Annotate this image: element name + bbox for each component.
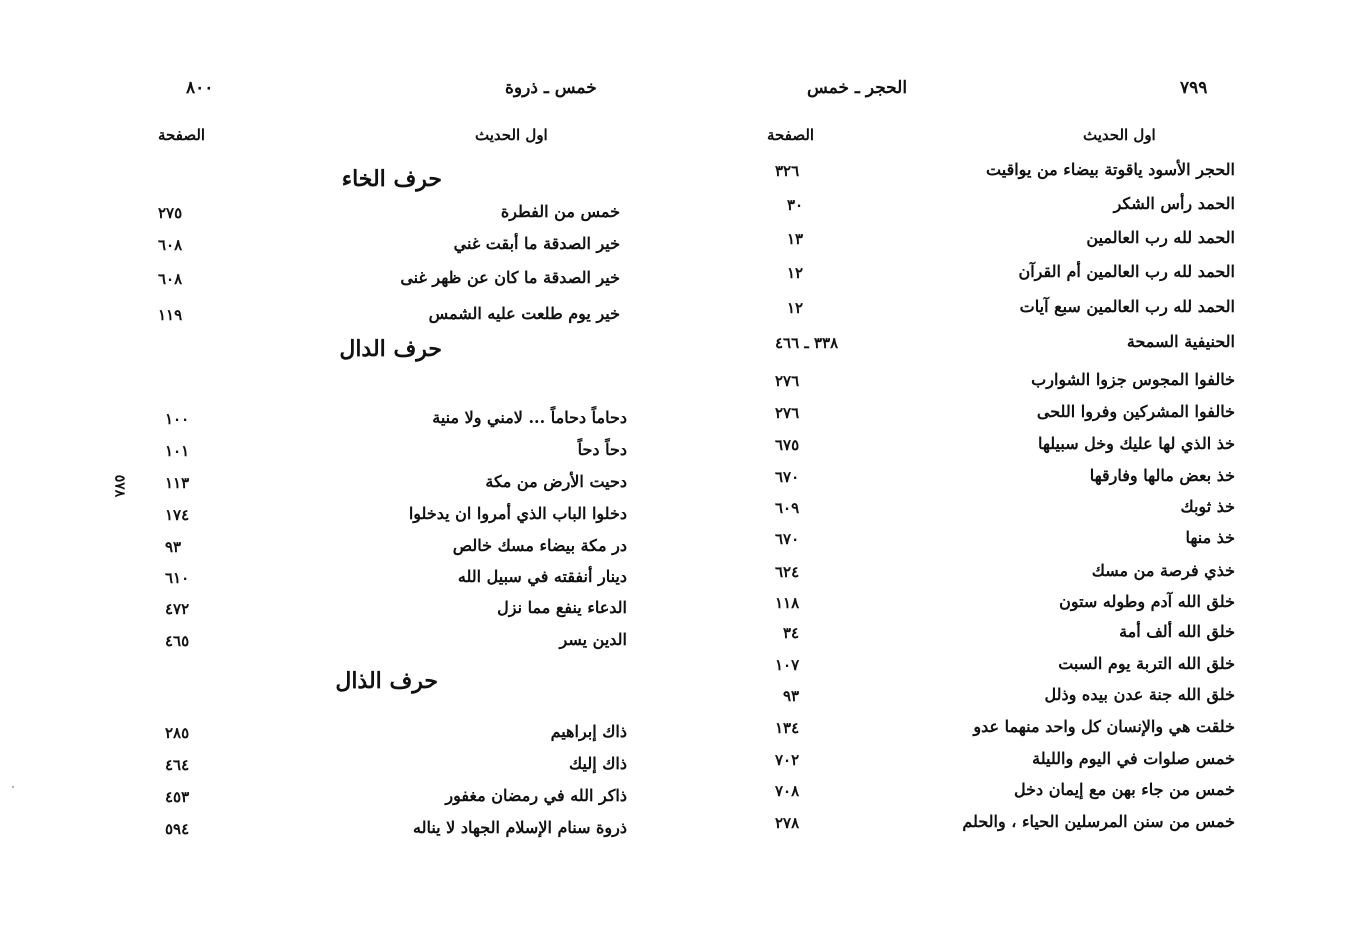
index-entry: الدين يسر <box>559 630 627 649</box>
page-ref: ٦٧٠ <box>775 530 800 548</box>
page-ref: ٩٣ <box>783 687 800 705</box>
index-entry: دخلوا الباب الذي أمروا ان يدخلوا <box>408 504 627 523</box>
section-heading: حرف الخاء <box>341 166 442 192</box>
index-entry: خلق الله جنة عدن بيده وذلل <box>1044 685 1235 704</box>
index-entry: خذ بعض مالها وفارقها <box>1089 466 1235 485</box>
index-entry: خالفوا المجوس جزوا الشوارب <box>1031 370 1235 389</box>
page-ref: ٦٢٤ <box>775 563 800 581</box>
page-ref: ٢٧٨ <box>775 814 800 832</box>
index-entry: خمس صلوات في اليوم والليلة <box>1032 749 1235 768</box>
index-entry: خذي فرصة من مسك <box>1091 561 1235 580</box>
right-page <box>675 0 1350 939</box>
page-ref: ٦٧٥ <box>775 436 800 454</box>
page-ref: ٢٧٦ <box>775 404 800 422</box>
page-ref: ١٧٤ <box>165 506 190 524</box>
index-entry: خالفوا المشركين وفروا اللحى <box>1036 402 1235 421</box>
index-entry: خلق الله التربة يوم السبت <box>1058 654 1235 673</box>
page-ref: ٣٠ <box>787 196 804 214</box>
index-entry: الدعاء ينفع مما نزل <box>497 598 627 617</box>
page-ref: ٢٨٥ <box>165 724 190 742</box>
page-ref: ٦٧٠ <box>775 468 800 486</box>
index-entry: خلق الله ألف أمة <box>1119 622 1235 641</box>
column-header-hadith: اول الحديث <box>475 126 548 144</box>
page-ref: ٧٠٨ <box>775 782 800 800</box>
index-entry: خير الصدقة ما أبقت غني <box>453 234 620 253</box>
index-entry: خلقت هي والإنسان كل واحد منهما عدو <box>973 717 1235 736</box>
page-ref: ٩٣ <box>165 538 182 556</box>
index-entry: دحاماً دحاماً ... لامني ولا منية <box>432 408 627 427</box>
index-entry: خذ الذي لها عليك وخل سبيلها <box>1037 434 1235 453</box>
column-header-page: الصفحة <box>767 126 815 144</box>
index-entry: خمس من جاء بهن مع إيمان دخل <box>1014 780 1235 799</box>
index-entry: الحجر الأسود ياقوتة بيضاء من يواقيت <box>986 160 1235 179</box>
page-ref: ١١٨ <box>775 594 800 612</box>
scan-speck <box>12 786 14 788</box>
running-head: خمس ـ ذروة <box>505 78 597 98</box>
page-ref: ٢٧٦ <box>775 372 800 390</box>
column-header-hadith: اول الحديث <box>1083 126 1156 144</box>
section-heading: حرف الذال <box>335 668 438 694</box>
index-entry: الحنيفية السمحة <box>1126 332 1235 351</box>
page-ref: ٤٦٥ <box>165 632 190 650</box>
page-ref: ٣٤ <box>783 624 800 642</box>
index-entry: ذاك إبراهيم <box>550 722 627 741</box>
page-ref: ٧٠٢ <box>775 751 800 769</box>
side-page-number: ٥٧٨ <box>111 474 128 498</box>
page-ref: ١٣ <box>787 230 804 248</box>
index-entry: خلق الله آدم وطوله ستون <box>1059 592 1235 611</box>
section-heading: حرف الدال <box>339 336 442 362</box>
page-ref: ٦٠٩ <box>775 499 800 517</box>
index-entry: الحمد لله رب العالمين أم القرآن <box>1018 262 1235 281</box>
index-entry: دحيت الأرض من مكة <box>485 472 627 491</box>
page-ref: ٤٧٢ <box>165 600 190 618</box>
page-ref: ٤٦٤ <box>165 756 190 774</box>
index-entry: ذروة سنام الإسلام الجهاد لا يناله <box>412 818 627 837</box>
page-ref: ٣٣٨ ـ ٤٦٦ <box>775 334 839 352</box>
page-number: ٧٩٩ <box>1180 78 1208 98</box>
running-head: الحجر ـ خمس <box>807 78 908 98</box>
page-ref: ١٠٧ <box>775 656 800 674</box>
page-ref: ١١٩ <box>158 306 183 324</box>
page-ref: ٦٠٨ <box>158 270 183 288</box>
page-ref: ١٠٠ <box>165 410 190 428</box>
page-number: ٨٠٠ <box>186 78 214 98</box>
page-ref: ٣٢٦ <box>775 162 800 180</box>
index-entry: خمس من سنن المرسلين الحياء ، والحلم <box>962 812 1235 831</box>
index-entry: خذ ثوبك <box>1180 497 1235 516</box>
index-entry: خير يوم طلعت عليه الشمس <box>428 304 620 323</box>
column-header-page: الصفحة <box>158 126 206 144</box>
page-ref: ٢٧٥ <box>158 204 183 222</box>
page-ref: ٦١٠ <box>165 569 190 587</box>
page-ref: ٦٠٨ <box>158 236 183 254</box>
index-entry: الحمد رأس الشكر <box>1113 194 1235 213</box>
page-ref: ١٢ <box>787 264 804 282</box>
page-ref: ٤٥٣ <box>165 788 190 806</box>
index-entry: خير الصدقة ما كان عن ظهر غنى <box>400 268 620 287</box>
index-entry: ذاك إليك <box>569 754 627 773</box>
page-ref: ١١٣ <box>165 474 190 492</box>
page-ref: ١٢ <box>787 299 804 317</box>
index-entry: ذاكر الله في رمضان مغفور <box>445 786 627 805</box>
index-entry: خذ منها <box>1185 528 1235 547</box>
page-ref: ٥٩٤ <box>165 820 190 838</box>
page-ref: ١٠١ <box>165 442 190 460</box>
index-entry: الحمد لله رب العالمين سبع آيات <box>1019 297 1235 316</box>
index-entry: دينار أنفقته في سبيل الله <box>457 567 627 586</box>
index-entry: خمس من الفطرة <box>500 202 620 221</box>
index-entry: در مكة بيضاء مسك خالص <box>452 536 627 555</box>
page-ref: ١٣٤ <box>775 719 800 737</box>
index-entry: دحاً دحاً <box>577 440 627 459</box>
index-entry: الحمد لله رب العالمين <box>1086 228 1235 247</box>
